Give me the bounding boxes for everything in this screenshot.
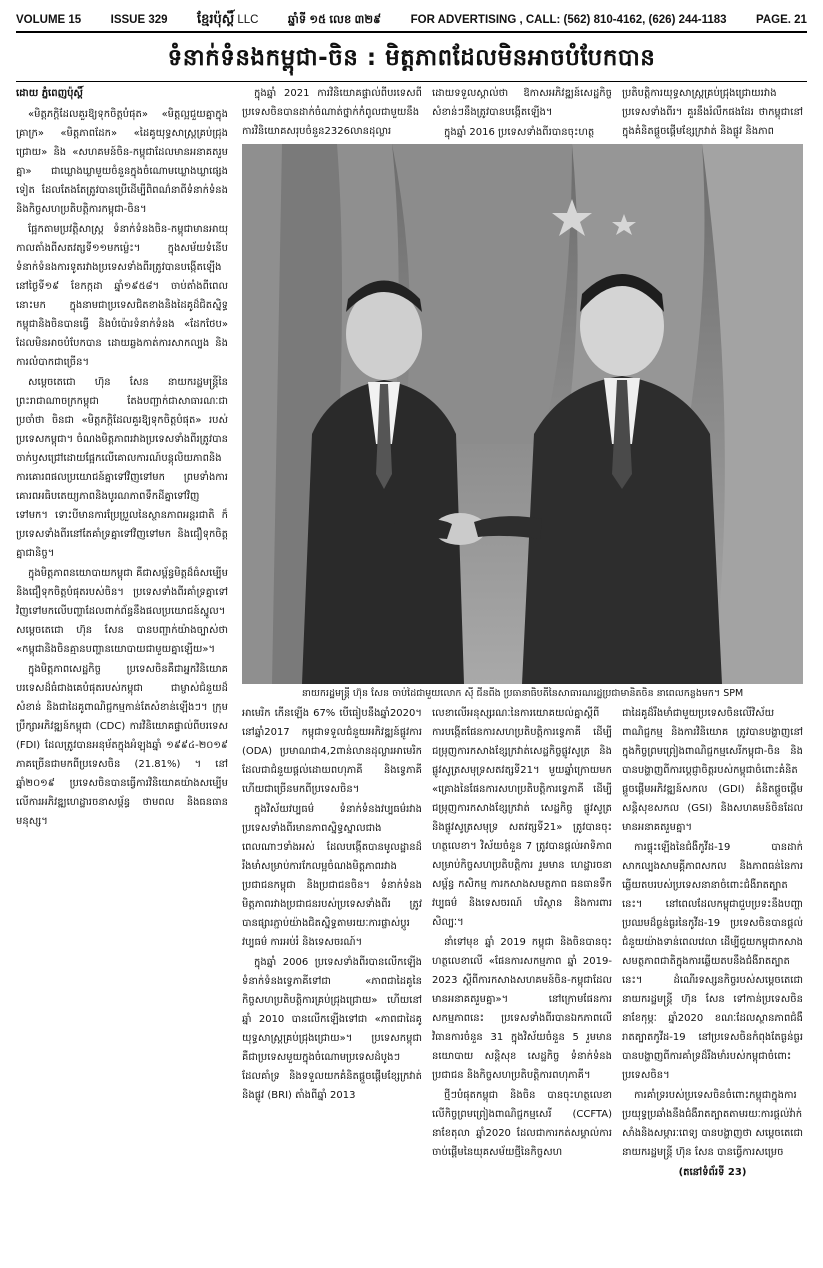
paragraph: លេខាលើអនុស្សរណៈនៃការយោគយល់គ្នាស្ដីពីការបង្កើតផែនការសហប្រតិបត្តិការទ្វេភាគី ដើម្បីជម្រុញការកសាងខ្សែក្រវាត់សេដ្ឋកិច្ចផ្លូវសូត្រ និងផ្លូវសូត្រសមុទ្រសតវត្សទី21។ មួយឆ្នាំក្រោយមក «គ្រោងនៃផែនការសហប្រតិបត្តិការទ្វេភាគី ដើម្បីជម្រុញការកសាងខ្សែក្រវាត់ សេដ្ឋកិច្ច ផ្លូវសូត្រ និងផ្លូវសូត្រសមុទ្រ សតវត្សទី21» ត្រូវបានចុះហត្ថលេខា។ វិស័យចំនួន 7 ត្រូវបានផ្ដល់អាទិភាព សម្រាប់កិច្ចសហប្រតិបត្តិការ រួមមាន ហេដ្ឋារចនាសម្ព័ន្ធ កសិកម្ម ការកសាងសមត្ថភាព ធនធានទឹក វប្បធម៌ និងទេសចរណ៍ បរិស្ថាន និងការពារសិល្បៈ។ [432,708,612,928]
paragraph: ក្នុងឆ្នាំ 2016 ប្រទេសទាំងពីរបានចុះហត្ថ [444,127,595,138]
paper-name: ខ្មែរប៉ុស្ដិ៍ [197,10,235,26]
llc-label: LLC [237,13,259,26]
column-2-top [242,84,422,142]
advertising-info: FOR ADVERTISING , CALL: (562) 810-4162, (626) 244-1183 [410,14,727,26]
page-number: PAGE. 21 [756,14,807,26]
column-4-top [622,84,803,142]
paragraph: សម្ដេចតេជោ ហ៊ុន សែន នាយករដ្ឋមន្ត្រីនៃព្រះរាជាណាចក្រកម្ពុជា តែងបញ្ជាក់ជាសាធារណៈជាប្រចាំថា ចិនជា «មិត្តភក្ដិដែលគួរឱ្យទុកចិត្តបំផុត» របស់ប្រទេសកម្ពុជា។ ចំណងមិត្តភាពរវាងប្រទេសទាំងពីរត្រូវបានចាក់ឫសជ្រៅដោយផ្អែកលើគោលការណ៍បន្តុលិយភាពនិងការគោរពផលប្រយោជន៍គ្នាទៅវិញទៅមក ព្រមទាំងការគោរពអធិបតេយ្យភាពនិងបូរណភាពទឹកដីគ្នាទៅវិញទៅមក។ ទោះបីមានការប្រែប្រួលនៃស្ថានភាពអន្តរជាតិ ក៏ប្រទេសទាំងពីរនៅតែគាំទ្រគ្នាទៅវិញទៅមក និងជឿទុកចិត្តគ្នាជានិច្ច។ [16,377,228,559]
page-header [16,10,807,30]
column-3-bottom [432,704,612,1260]
byline: ដោយ ភ្នំពេញប៉ុស្ដិ៍ [16,88,83,99]
paragraph: ដោយទទួលស្គាល់ថា ឱកាសអភិវឌ្ឍន៍សេដ្ឋកិច្ចសំខាន់ៗនឹងត្រូវបានបង្កើតឡើង។ [432,88,612,118]
column-2-bottom [242,704,422,1260]
paragraph: ថ្មីៗបំផុតកម្ពុជា និងចិន បានចុះហត្ថលេខាលើកិច្ចព្រមព្រៀងពាណិជ្ជកម្មសេរី (CCFTA) នាខែតុលា ឆ្នាំ2020 ដែលជាការកត់សម្គាល់ការចាប់ផ្តើមនៃយុគសម័យថ្មីនៃកិច្ចសហ [432,1090,612,1158]
paragraph: ក្នុងវិស័យវប្បធម៌ ទំនាក់ទំនងវប្បធម៌រវាងប្រទេសទាំងពីរមានភាពស្និទ្ធស្នាលជាងពេលណាៗទាំងអស់ ដែលបង្កើតបានមូលដ្ឋានដ៏រឹងមាំសម្រាប់ការកែលម្អចំណងមិត្តភាពរវាងប្រជាជនកម្ពុជា និងប្រជាជនចិន។ ទំនាក់ទំនងមិត្តភាពរវាងប្រជាជនរបស់ប្រទេសទាំងពីរ ត្រូវបានផ្សារភ្ជាប់យ៉ាងជិតស្និទ្ធតាមរយៈការផ្លាស់ប្ដូរវប្បធម៌ ការអប់រំ និងទេសចរណ៍។ [242,804,422,948]
paragraph: ផ្អែកតាមប្រវត្តិសាស្ត្រ ទំនាក់ទំនងចិន-កម្ពុជាមានអាយុកាលតាំងពីសតវត្សទី១១មកម្ល៉េះ។ ក្នុងសម័យទំនើប ទំនាក់ទំនងការទូតរវាងប្រទេសទាំងពីរត្រូវបានបង្កើតឡើងនៅថ្ងៃទី១៩ ខែកក្កដា ឆ្នាំ១៩៥៨។ ចាប់តាំងពីពេលនោះមក ក្នុងនាមជាប្រទេសជិតខាងនិងដៃគូដ៏ជិតស្និទ្ធ កម្ពុជានិងចិនបានធ្វើ និងបំប៉ោរទំនាក់ទំនង «ដែកថែប» ដែលមិនអាចបំបែកបាន ដោយឆ្លងកាត់ការសាកល្បង និងការលំបាកជាច្រើន។ [16,224,228,368]
masthead-name [197,11,258,30]
column-1 [16,84,228,1260]
news-photo [242,144,803,684]
headline-rule [16,81,807,82]
volume-label: VOLUME 15 [16,14,82,26]
year-issue-kh: ឆ្នាំទី ១៥ លេខ ៣២៩ [287,13,382,26]
paragraph: ក្នុងមិត្តភាពសេដ្ឋកិច្ច ប្រទេសចិនគឺជាអ្នកវិនិយោគបរទេសដ៏ធំជាងគេបំផុតរបស់កម្ពុជា ជាម្ចាស់ជំនួយដ៏សំខាន់ និងជាដៃគូពាណិជ្ជកម្មកាន់តែសំខាន់ឡើងៗ។ ក្រុមប្រឹក្សាអភិវឌ្ឍន៍កម្ពុជា (CDC) ការវិនិយោគផ្ទាល់ពីបរទេស (FDI) ដែលត្រូវបានអនុម័តក្នុងអំឡុងឆ្នាំ ១៩៩៤-២០១៩ ភាគច្រើនជាមកពីប្រទេសចិន (21.81%) ។ នៅឆ្នាំ២០១៩ ប្រទេសចិនបានធ្វើការវិនិយោគយ៉ាងសម្បើមលើការអភិវឌ្ឍហេដ្ឋារចនាសម្ព័ន្ធ ថាមពល និងធនធានមនុស្ស។ [16,664,228,827]
photo-caption: នាយករដ្ឋមន្ត្រី ហ៊ុន សែន ចាប់ដៃជាមួយលោក ស៊ី ជីនពីង ប្រធានាធិបតីនៃសាធារណរដ្ឋប្រជាមានិតចិន នាពេលកន្លងមក។ SPM [301,688,744,699]
paragraph: ការគាំទ្ររបស់ប្រទេសចិនចំពោះកម្ពុជាក្នុងការប្រយុទ្ធប្រឆាំងនឹងជំងឺរាតត្បាតតាមរយៈការផ្ដល់វ៉ាក់សាំងនិងសម្ភារៈពេទ្យ បានបង្ហាញថា សម្ដេចតេជោ នាយករដ្ឋមន្ត្រី ហ៊ុន សែន បានធ្វើការសម្រេច [622,1090,803,1158]
paragraph: «មិត្តភក្ដិដែលគួរឱ្យទុកចិត្តបំផុត» «មិត្តល្អជួយគ្នាក្នុងគ្រាក្រ» «មិត្តភាពដែក» «ដៃគូយុទ្ធសាស្ត្រគ្រប់ជ្រុងជ្រោយ» និង «សហគមន៍ចិន-កម្ពុជាដែលមានអនាគតរួមគ្នា» ជាឃ្លោងឃ្លាមួយចំនួនក្នុងចំណោមឃ្លោងឃ្លាផ្សេងទៀត ដែលតែងតែត្រូវបានប្រើដើម្បីពិពណ៌នាពីទំនាក់ទំនង និងកិច្ចសហប្រតិបត្តិការកម្ពុជា-ចិន។ [16,109,228,215]
headline: ទំនាក់ទំនងកម្ពុជា-ចិន : មិត្តភាពដែលមិនអាចបំបែកបាន [167,45,656,71]
paragraph: ប្រតិបត្តិការយុទ្ធសាស្ត្រគ្រប់ជ្រុងជ្រោយរវាងប្រទេសទាំងពីរ។ គួរនឹងរំលឹកផងដែរ ថាកម្ពុជានៅក្នុងគំនិតផ្តួចផ្តើមខ្សែក្រវាត់ និងផ្លូវ និងភាព [622,88,803,137]
column-4-bottom [622,704,803,1260]
continued-note: (តនៅទំព័រទី 23) [678,1167,747,1178]
paragraph: អាមេរិក កើនឡើង 67% បើធៀបនឹងឆ្នាំ2020។ នៅឆ្នាំ2017 កម្ពុជាទទួលជំនួយអភិវឌ្ឍន៍ផ្លូវការ (ODA) ប្រមាណជា4,2ពាន់លានដុល្លារអាមេរិក ដែលជាជំនួយផ្ដល់ដោយពហុភាគី និងទ្វេភាគី ហើយជាច្រើនមកពីប្រទេសចិន។ [242,708,422,795]
paragraph: ក្នុងឆ្នាំ 2021 ការវិនិយោគផ្ទាល់ពីបរទេសពីប្រទេសចិនបានដាក់ចំណាត់ថ្នាក់កំពូលជាមួយនឹងការវិនិយោគសរុបចំនួន2326លានដុល្លារ [242,88,422,137]
handshake-photo [242,144,803,684]
paragraph: ក្នុងឆ្នាំ 2006 ប្រទេសទាំងពីរបានលើកឡើងទំនាក់ទំនងទ្វេភាគីទៅជា «ភាពជាដៃគូនៃកិច្ចសហប្រតិបត្តិការគ្រប់ជ្រុងជ្រោយ» ហើយនៅឆ្នាំ 2010 បានលើកឡើងទៅជា «ភាពជាដៃគូយុទ្ធសាស្ត្រគ្រប់ជ្រុងជ្រោយ»។ ប្រទេសកម្ពុជា គឺជាប្រទេសមួយក្នុងចំណោមប្រទេសដំបូងៗ ដែលគាំទ្រ និងទទួលយកគំនិតផ្តួចផ្តើមខ្សែក្រវាត់ និងផ្លូវ (BRI) តាំងពីឆ្នាំ 2013 [242,957,422,1101]
column-3-top [432,84,612,142]
paragraph: ការផ្ទុះឡើងនៃជំងឺកូវីដ-19 បានដាក់សាកល្បងសាមគ្គីភាពសកល និងភាពធន់នៃការឆ្លើយតបរបស់ប្រទេសនានាចំពោះជំងឺរាតត្បាតនេះ។ នៅពេលដែលកម្ពុជាជួបប្រទះនឹងបញ្ហាប្រឈមដ៏ធ្ងន់ធ្ងរនៃកូវីដ-19 ប្រទេសចិនបានផ្ដល់ជំនួយយ៉ាងទាន់ពេលវេលា ដើម្បីជួយកម្ពុជាកសាងសមត្ថភាពជាតិក្នុងការឆ្លើយតបនឹងជំងឺរាតត្បាតនេះ។ ដំណើរទស្សនកិច្ចរបស់សម្ដេចតេជោ នាយករដ្ឋមន្ត្រី ហ៊ុន សែន ទៅកាន់ប្រទេសចិន នាខែកុម្ភៈ ឆ្នាំ2020 ខណៈដែលស្ថានភាពជំងឺរាតត្បាតកូវីដ-19 នៅប្រទេសចិនកំពុងតែធ្ងន់ធ្ងរ បានបង្ហាញពីការគាំទ្រដ៏រឹងមាំរបស់កម្ពុជាចំពោះប្រទេសចិន។ [622,842,803,1081]
paragraph: នាំទៅមុខ ឆ្នាំ 2019 កម្ពុជា និងចិនបានចុះហត្ថលេខាលើ «ផែនការសកម្មភាព ឆ្នាំ 2019-2023 ស្ដីពីការកសាងសហគមន៍ចិន-កម្ពុជាដែលមានអនាគតរួមគ្នា»។ នៅក្រោមផែនការសកម្មភាពនេះ ប្រទេសទាំងពីរបានឯកភាពលើវិធានការចំនួន 31 ក្នុងវិស័យចំនួន 5 រួមមាន នយោបាយ សន្តិសុខ សេដ្ឋកិច្ច ទំនាក់ទំនងប្រជាជន និងកិច្ចសហប្រតិបត្តិការពហុភាគី។ [432,937,612,1081]
issue-label: ISSUE 329 [110,14,168,26]
paragraph: ជាដៃគូដ៏រឹងមាំជាមួយប្រទេសចិនលើវិស័យពាណិជ្ជកម្ម និងការវិនិយោគ ត្រូវបានបង្ហាញនៅក្នុងកិច្ចព្រមព្រៀងពាណិជ្ជកម្មសេរីកម្ពុជា-ចិន និងបានបង្ហាញពីការប្ដេជ្ញាចិត្តរបស់កម្ពុជាចំពោះគំនិតផ្តួចផ្តើមអភិវឌ្ឍន៍សកល (GDI) គំនិតផ្តួចផ្តើមសន្តិសុខសកល (GSI) និងសហគមន៍ចិនដែលមានអនាគតរួមគ្នា។ [622,708,803,833]
header-rule [16,31,807,33]
newspaper-page [16,10,807,1260]
paragraph: ក្នុងមិត្តភាពនយោបាយកម្ពុជា គឺជាសម្ព័ន្ធមិត្តដ៏ធំសម្បើម និងជឿទុកចិត្តបំផុតរបស់ចិន។ ប្រទេសទាំងពីរគាំទ្រគ្នាទៅវិញទៅមកលើបញ្ហាដែលពាក់ព័ន្ធនឹងផលប្រយោជន៍ស្នូល។ សម្ដេចតេជោ ហ៊ុន សែន បានបញ្ជាក់យ៉ាងច្បាស់ថា «កម្ពុជានិងចិនគ្មានបញ្ហានយោបាយជាមួយគ្នាឡើយ»។ [16,568,228,655]
